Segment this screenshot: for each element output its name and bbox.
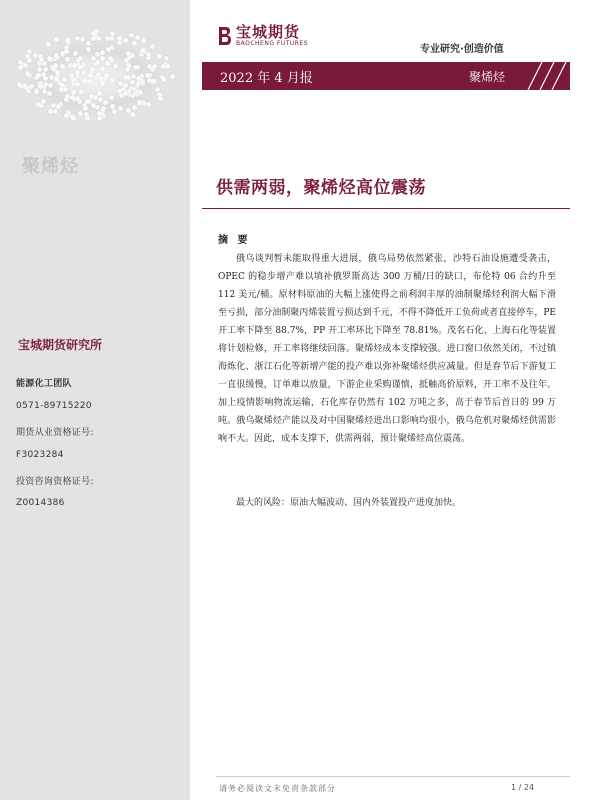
pellet-dot <box>53 63 58 68</box>
pellet-dot <box>64 113 69 118</box>
pellet-dot <box>132 105 137 110</box>
pellet-dot <box>34 89 39 94</box>
pellet-dot <box>150 44 155 49</box>
pellet-dot <box>33 53 38 58</box>
pellet-dot <box>29 84 34 89</box>
report-title: 供需两弱，聚烯烃高位震荡 <box>216 178 426 198</box>
pellet-dot <box>79 89 84 94</box>
pellet-dot <box>117 36 122 41</box>
pellet-dot <box>104 73 109 78</box>
baocheng-logo-icon <box>216 25 232 47</box>
pellet-dot <box>135 35 140 40</box>
pellet-dot <box>72 63 77 68</box>
pellet-dot <box>54 37 59 42</box>
pellet-dot <box>113 64 118 69</box>
pellet-dot <box>85 116 90 121</box>
pellet-dot <box>39 57 44 62</box>
pellet-dot <box>18 65 23 70</box>
team-name: 能源化工团队 <box>16 379 72 389</box>
pellet-dot <box>53 109 58 114</box>
pellet-dot <box>106 47 111 52</box>
disclaimer-note: 请务必阅读文末免责条款部分 <box>219 784 336 793</box>
pellet-dot <box>48 83 53 88</box>
phone-number: 0571-89715220 <box>16 401 92 411</box>
pellet-dot <box>51 103 56 108</box>
pellet-dot <box>96 72 101 77</box>
pellet-dot <box>140 48 145 53</box>
pellet-dot <box>78 111 83 116</box>
report-date: 2022 年 4 月报 <box>220 71 313 86</box>
pellet-dot <box>81 70 86 75</box>
pellet-dot <box>101 106 106 111</box>
pellet-dot <box>75 36 80 41</box>
pellet-dot <box>155 87 160 92</box>
pellet-dot <box>55 70 60 75</box>
pellet-dot <box>71 116 76 121</box>
pellet-dot <box>100 66 105 71</box>
pellet-dot <box>63 87 68 92</box>
pellet-dot <box>126 75 131 80</box>
pellet-dot <box>78 65 83 70</box>
pellet-dot <box>118 106 123 111</box>
sidebar <box>0 0 190 800</box>
pellet-dot <box>95 52 100 57</box>
pellet-dot <box>157 54 162 59</box>
pellet-dot <box>126 63 131 68</box>
pellet-dot <box>37 67 42 72</box>
logo-name-cn: 宝城期货 <box>236 23 301 41</box>
pellet-dot <box>110 31 115 36</box>
pellet-dot <box>95 60 100 65</box>
logo-name-en: BAOCHENG FUTURES <box>236 40 309 47</box>
pellet-dot <box>105 61 110 66</box>
pellet-dot <box>127 55 132 60</box>
pellet-dot <box>41 99 46 104</box>
pellet-dot <box>138 90 143 95</box>
pellet-dot <box>136 76 141 81</box>
pellet-dot <box>86 47 91 52</box>
pellet-dot <box>146 102 151 107</box>
pellet-dot <box>48 109 53 114</box>
pellet-dot <box>132 41 137 46</box>
pellet-dot <box>130 112 135 117</box>
company-logo <box>216 24 308 48</box>
pellet-dot <box>165 64 170 69</box>
pellet-dot <box>22 83 27 88</box>
pellet-dot <box>123 38 128 43</box>
pellet-dot <box>97 116 102 121</box>
pellet-dot <box>75 82 80 87</box>
pellet-dot <box>100 50 105 55</box>
pellet-dot <box>145 73 150 78</box>
pellet-dot <box>62 77 67 82</box>
report-header-band <box>202 62 570 90</box>
footer-divider <box>216 776 570 777</box>
pellet-dot <box>109 95 114 100</box>
pellet-dot <box>158 96 163 101</box>
pellet-dot <box>86 41 91 46</box>
pellet-dot <box>43 76 48 81</box>
pellet-dot <box>103 100 108 105</box>
pellet-dot <box>46 42 51 47</box>
decorative-stripes <box>510 62 570 90</box>
pellet-dot <box>126 108 131 113</box>
pellet-dot <box>64 97 69 102</box>
title-divider <box>202 208 570 209</box>
pellet-dot <box>36 73 41 78</box>
pellet-dot <box>80 37 85 42</box>
pellet-dot <box>90 67 95 72</box>
research-institute-name: 宝城期货研究所 <box>18 338 103 352</box>
page-number: 1 / 24 <box>511 783 535 792</box>
pellet-dot <box>41 72 46 77</box>
pellet-dot <box>110 104 115 109</box>
pellet-dot <box>150 79 155 84</box>
pellet-dot <box>83 106 88 111</box>
pellet-dot <box>25 71 30 76</box>
sidebar-product-name: 聚烯烃 <box>22 156 79 177</box>
pellet-dot <box>100 56 105 61</box>
pellet-dot <box>161 77 166 82</box>
pellet-dot <box>85 99 90 104</box>
pellet-dot <box>56 104 61 109</box>
pellet-dot <box>164 56 169 61</box>
pellet-dot <box>17 82 22 87</box>
pellet-dot <box>73 51 78 56</box>
report-product: 聚烯烃 <box>469 70 506 84</box>
qualification-label: 期货从业资格证号: <box>16 428 94 438</box>
pellet-dot <box>27 58 32 63</box>
pellet-dot <box>152 64 157 69</box>
pellet-dot <box>69 73 74 78</box>
pellet-dot <box>65 57 70 62</box>
company-slogan: 专业研究·创造价值 <box>420 44 504 55</box>
advisory-label: 投资咨询资格证号: <box>16 477 94 487</box>
pellet-dot <box>47 91 52 96</box>
pellet-dot <box>105 36 110 41</box>
summary-paragraph: 俄乌谈判暂未能取得重大进展，俄乌局势依然紧张，沙特石油设施遭受袭击，OPEC 的稳步增产难以填补俄罗斯高达 300 万桶/日的缺口，布伦特 06 合约升至 112 美元/桶。原材料原油的大幅上涨使得之前利润丰厚的油制聚烯烃利润大幅下滑至亏损，部分油制聚丙烯装置亏损达到千元，不得不降低开工负荷或者直接停车，PE 开工率下降至 88.7%，PP 开工率环比下降至 78.81%。茂名石化、上海石化等装置将计划检修，开工率将继续回落。聚烯烃成本支撑较强。进口窗口依然关闭，不过镇海炼化、浙江石化等新增产能的投产难以弥补聚烯烃供应减量。但是春节后下游复工一直很缓慢，订单难以放量，下游企业采购谨慎，抵触高价原料，开工率不及往年。加上疫情影响物流运输，石化库存仍然有 102 万吨之多，高于春节后首日的 99 万吨。俄乌聚烯烃产能以及对中国聚烯烃进出口影响均很小，俄乌危机对聚烯烃供需影响不大。因此，成本支撑下，供需两弱，预计聚烯烃高位震荡。 <box>218 254 556 444</box>
pellet-dot <box>97 111 102 116</box>
qualification-number: F3023284 <box>16 450 64 460</box>
pellet-dot <box>97 91 102 96</box>
pellet-dot <box>98 97 103 102</box>
pellet-dot <box>110 78 115 83</box>
advisory-number: Z0014386 <box>16 498 65 508</box>
pellet-dot <box>60 64 65 69</box>
pellet-dot <box>123 83 128 88</box>
summary-heading: 摘 要 <box>218 235 251 246</box>
pellet-dot <box>129 33 134 38</box>
pellet-dot <box>75 96 80 101</box>
plastic-pellets-image <box>0 0 190 140</box>
pellet-dot <box>91 31 96 36</box>
pellet-dot <box>130 80 135 85</box>
pellet-dot <box>54 53 59 58</box>
pellet-dot <box>112 109 117 114</box>
risk-paragraph: 最大的风险：原油大幅波动、国内外装置投产进度加快。 <box>236 498 462 508</box>
pellet-dot <box>64 49 69 54</box>
pellet-dot <box>170 74 175 79</box>
pellet-dot <box>82 78 87 83</box>
pellet-dot <box>141 38 146 43</box>
